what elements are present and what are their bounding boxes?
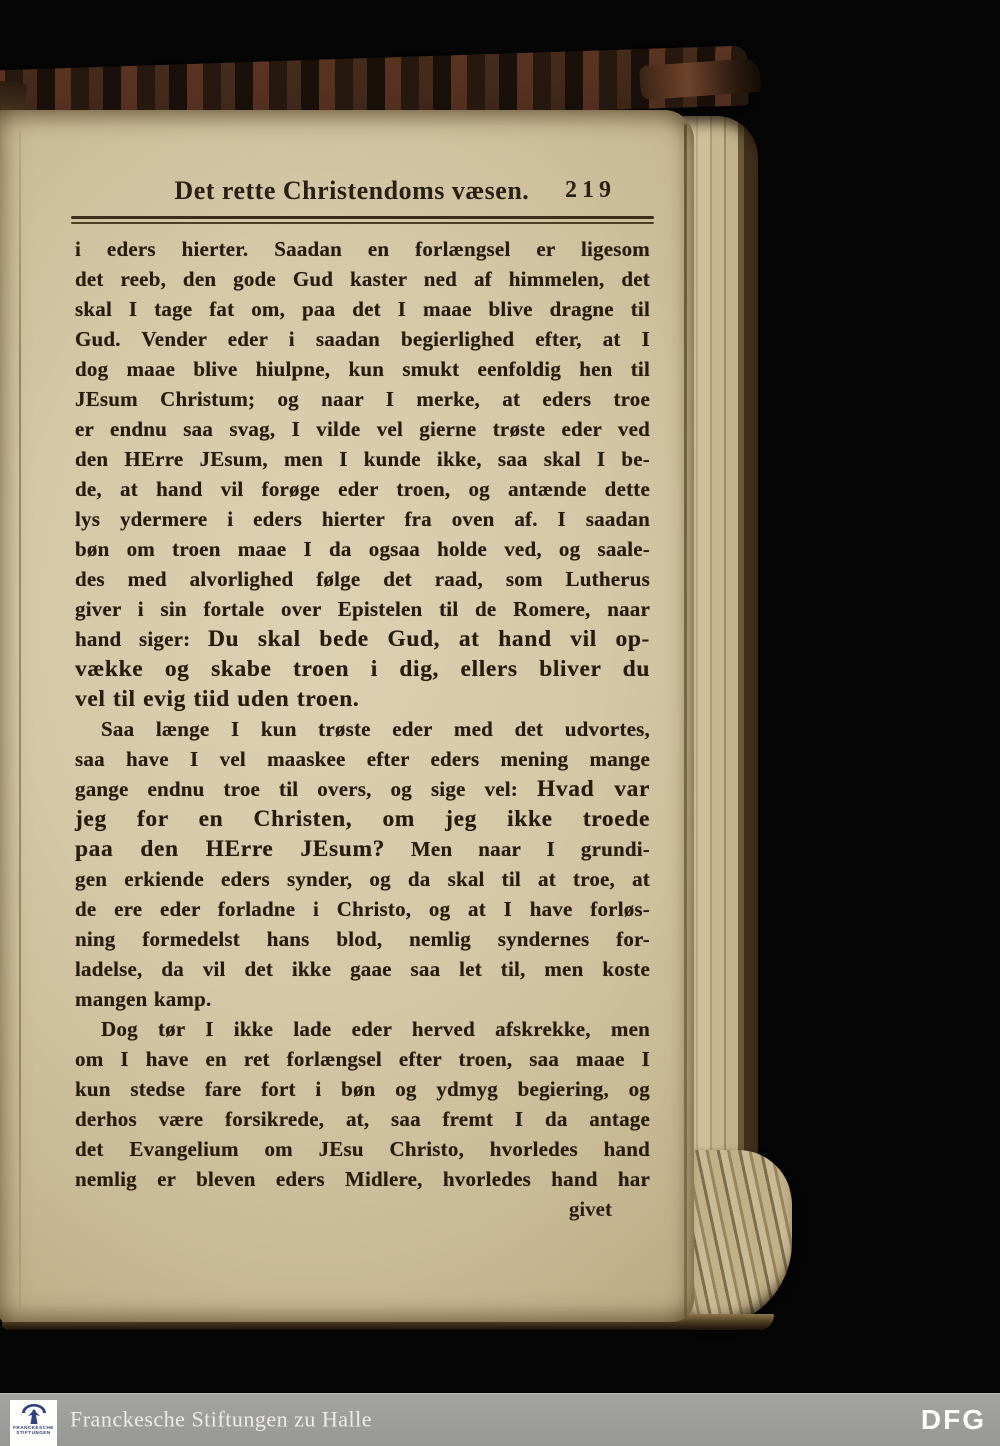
- page-stack-bottom-edge: [690, 1150, 792, 1328]
- text-segment: des med alvorlighed følge det raad, som Lutherus: [75, 567, 650, 591]
- francke-logo-text-line2: STIFTUNGEN: [16, 1430, 51, 1436]
- text-segment: er endnu saa svag, I vilde vel gierne trøste eder ved: [75, 417, 650, 441]
- text-line: [75, 294, 650, 324]
- text-segment: Men naar I grundi-: [384, 837, 650, 861]
- text-line: [75, 1044, 650, 1074]
- text-segment: Gud. Vender eder i saadan begierlighed efter, at I: [75, 327, 650, 351]
- text-line: [75, 354, 650, 384]
- text-line: [75, 984, 650, 1014]
- text-segment: saa have I vel maaskee efter eders mening mange: [75, 747, 650, 771]
- text-line: [75, 654, 650, 684]
- text-line: [75, 474, 650, 504]
- text-segment: jeg for en Christen, om jeg ikke troede: [75, 806, 650, 832]
- text-segment: det Evangelium om JEsu Christo, hvorledes hand: [75, 1137, 650, 1161]
- text-line: [75, 594, 650, 624]
- header-rule-top: [71, 216, 654, 219]
- text-column: [75, 234, 650, 1194]
- text-line: [75, 414, 650, 444]
- text-line: [75, 504, 650, 534]
- text-line: [75, 624, 650, 654]
- text-segment: giver i sin fortale over Epistelen til de Romere, naar: [75, 597, 650, 621]
- text-segment: Dog tør I ikke lade eder herved afskrekke, men: [101, 1017, 650, 1041]
- francke-emblem-icon: [19, 1403, 49, 1425]
- text-line: [75, 744, 650, 774]
- text-segment: de ere eder forladne i Christo, og at I have forløs-: [75, 897, 650, 921]
- text-line: [75, 864, 650, 894]
- page-content: [75, 176, 650, 1224]
- page-title: Det rette Christendoms væsen.: [174, 176, 530, 205]
- text-segment: paa den HErre JEsum?: [75, 836, 385, 862]
- text-line: [75, 894, 650, 924]
- fore-edge-crease: [684, 124, 687, 1318]
- text-segment: gen erkiende eders synder, og da skal til at troe, at: [75, 867, 650, 891]
- text-line: [75, 324, 650, 354]
- text-segment: ladelse, da vil det ikke gaae saa let til, men koste: [75, 957, 650, 981]
- text-segment: vække og skabe troen i dig, ellers bliver du: [75, 656, 650, 682]
- text-segment: den HErre JEsum, men I kunde ikke, saa skal I be-: [75, 447, 650, 471]
- header-rule-bottom: [71, 222, 654, 224]
- text-segment: mangen kamp.: [75, 987, 212, 1011]
- text-segment: skal I tage fat om, paa det I maae blive dragne til: [75, 297, 650, 321]
- text-segment: vel til evig tiid uden troen.: [75, 686, 360, 712]
- text-line: [75, 444, 650, 474]
- text-line: [75, 1104, 650, 1134]
- text-segment: hand siger:: [75, 627, 208, 651]
- text-segment: derhos være forsikrede, at, saa fremt I da antage: [75, 1107, 650, 1131]
- text-line: [75, 264, 650, 294]
- text-line: [75, 1134, 650, 1164]
- text-segment: dog maae blive hiulpne, kun smukt eenfoldig hen til: [75, 357, 650, 381]
- text-segment: kun stedse fare fort i bøn og ydmyg begiering, og: [75, 1077, 650, 1101]
- page-number: 219: [565, 177, 616, 203]
- text-segment: de, at hand vil forøge eder troen, og antænde dette: [75, 477, 650, 501]
- text-segment: nemlig er bleven eders Midlere, hvorledes hand har: [75, 1167, 650, 1191]
- text-line: [75, 954, 650, 984]
- text-line: [75, 384, 650, 414]
- text-segment: Du skal bede Gud, at hand vil op-: [207, 626, 650, 652]
- text-line: [75, 684, 650, 714]
- text-segment: Saa længe I kun trøste eder med det udvortes,: [101, 717, 650, 741]
- running-header: [75, 176, 650, 214]
- text-segment: det reeb, den gode Gud kaster ned af himmelen, det: [75, 267, 650, 291]
- text-segment: i eders hierter. Saadan en forlængsel er ligesom: [75, 237, 650, 261]
- text-line: [75, 234, 650, 264]
- text-segment: bøn om troen maae I da ogsaa holde ved, og saale-: [75, 537, 650, 561]
- header-rule: [71, 216, 654, 224]
- text-segment: om I have en ret forlængsel efter troen, saa maae I: [75, 1047, 650, 1071]
- text-segment: lys ydermere i eders hierter fra oven af. I saadan: [75, 507, 650, 531]
- text-line: [75, 534, 650, 564]
- text-segment: Hvad var: [537, 776, 650, 802]
- text-line: [75, 804, 650, 834]
- text-line: [75, 1164, 650, 1194]
- text-segment: ning formedelst hans blod, nemlig syndernes for-: [75, 927, 650, 951]
- text-segment: JEsum Christum; og naar I merke, at eders troe: [75, 387, 650, 411]
- text-segment: gange endnu troe til overs, og sige vel:: [75, 777, 537, 801]
- footer-bar: [0, 1393, 1000, 1446]
- text-line: [75, 774, 650, 804]
- dfg-logo: DFG: [920, 1403, 986, 1435]
- francke-logo-text-line1: FRANCKESCHE: [13, 1425, 54, 1430]
- footer-institution: Franckesche Stiftungen zu Halle: [70, 1405, 373, 1431]
- text-line: [75, 1074, 650, 1104]
- text-line: [75, 714, 650, 744]
- text-line: [75, 924, 650, 954]
- gutter-crease: [19, 132, 21, 1308]
- text-line: [75, 834, 650, 864]
- text-line: [75, 1014, 650, 1044]
- francke-logo-box: [10, 1400, 57, 1446]
- catchword: givet: [568, 1197, 612, 1221]
- text-line: [75, 564, 650, 594]
